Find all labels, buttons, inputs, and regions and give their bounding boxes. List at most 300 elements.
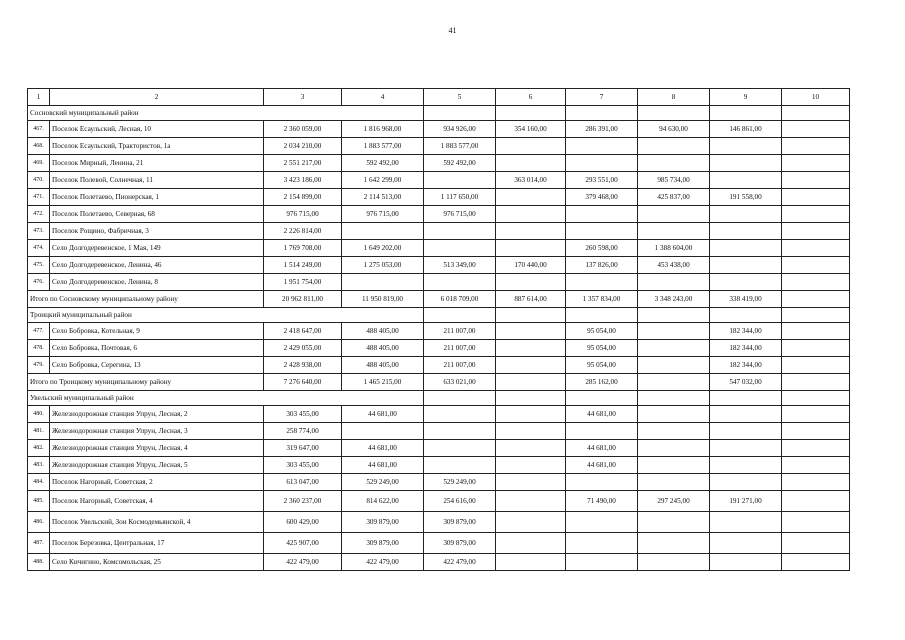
- district-row: [28, 106, 850, 121]
- amount-cell: 529 249,00: [424, 474, 496, 491]
- address-cell: Железнодорожная станция Упрун, Лесная, 4: [50, 440, 264, 457]
- amount-cell: [782, 274, 850, 291]
- amount-cell: 44 681,00: [566, 406, 638, 423]
- amount-cell: [566, 223, 638, 240]
- amount-cell: [496, 491, 566, 512]
- table-row: [28, 138, 850, 155]
- amount-cell: 44 681,00: [342, 440, 424, 457]
- amount-cell: 293 551,00: [566, 172, 638, 189]
- amount-cell: 379 468,00: [566, 189, 638, 206]
- amount-cell: [782, 340, 850, 357]
- amount-cell: [782, 172, 850, 189]
- amount-cell: [782, 512, 850, 533]
- address-cell: Поселок Полетаево, Пионерская, 1: [50, 189, 264, 206]
- amount-cell: 254 616,00: [424, 491, 496, 512]
- amount-cell: 529 249,00: [342, 474, 424, 491]
- amount-cell: [782, 423, 850, 440]
- amount-cell: [566, 474, 638, 491]
- address-cell: Поселок Полетаево, Северная, 68: [50, 206, 264, 223]
- district-name: Увельский муниципальный район: [28, 391, 424, 406]
- amount-cell: [638, 340, 710, 357]
- amount-cell: [638, 138, 710, 155]
- row-number: 486.: [28, 512, 50, 533]
- table-row: [28, 357, 850, 374]
- amount-cell: [424, 457, 496, 474]
- header-cell: 10: [782, 89, 850, 106]
- empty-cell: [424, 308, 496, 323]
- amount-cell: 422 479,00: [342, 554, 424, 571]
- amount-cell: 2 154 899,00: [264, 189, 342, 206]
- amount-cell: [638, 474, 710, 491]
- amount-cell: 309 879,00: [424, 512, 496, 533]
- amount-cell: 1 642 299,00: [342, 172, 424, 189]
- data-table: [27, 88, 850, 571]
- table-body: [28, 89, 850, 571]
- amount-cell: [496, 474, 566, 491]
- row-number: 469.: [28, 155, 50, 172]
- amount-cell: [566, 554, 638, 571]
- amount-cell: [638, 274, 710, 291]
- header-cell: 8: [638, 89, 710, 106]
- amount-cell: 2 360 237,00: [264, 491, 342, 512]
- total-amount-cell: 3 348 243,00: [638, 291, 710, 308]
- total-amount-cell: 1 465 215,00: [342, 374, 424, 391]
- table-row: [28, 189, 850, 206]
- total-amount-cell: [496, 374, 566, 391]
- amount-cell: [710, 206, 782, 223]
- header-cell: 4: [342, 89, 424, 106]
- table-row: [28, 457, 850, 474]
- address-cell: Село Бобровка, Почтовая, 6: [50, 340, 264, 357]
- table-row: [28, 340, 850, 357]
- table-row: [28, 406, 850, 423]
- amount-cell: 592 492,00: [424, 155, 496, 172]
- total-amount-cell: [782, 291, 850, 308]
- amount-cell: 425 837,00: [638, 189, 710, 206]
- amount-cell: [710, 172, 782, 189]
- row-number: 480.: [28, 406, 50, 423]
- amount-cell: [782, 406, 850, 423]
- row-number: 473.: [28, 223, 50, 240]
- amount-cell: 137 826,00: [566, 257, 638, 274]
- address-cell: Поселок Нагорный, Советская, 2: [50, 474, 264, 491]
- amount-cell: 94 630,00: [638, 121, 710, 138]
- address-cell: Железнодорожная станция Упрун, Лесная, 2: [50, 406, 264, 423]
- amount-cell: [638, 457, 710, 474]
- amount-cell: [342, 223, 424, 240]
- amount-cell: [638, 206, 710, 223]
- amount-cell: [782, 155, 850, 172]
- amount-cell: [566, 138, 638, 155]
- address-cell: Поселок Мирный, Ленина, 21: [50, 155, 264, 172]
- header-cell: 3: [264, 89, 342, 106]
- amount-cell: 182 344,00: [710, 340, 782, 357]
- total-amount-cell: 1 357 834,00: [566, 291, 638, 308]
- total-amount-cell: 338 419,00: [710, 291, 782, 308]
- amount-cell: [782, 138, 850, 155]
- total-amount-cell: [782, 374, 850, 391]
- amount-cell: [424, 406, 496, 423]
- table-row: [28, 121, 850, 138]
- amount-cell: [710, 155, 782, 172]
- amount-cell: [496, 554, 566, 571]
- address-cell: Село Долгодеревенское, 1 Мая, 149: [50, 240, 264, 257]
- empty-cell: [710, 106, 782, 121]
- address-cell: Поселок Увельский, Зои Космодемьянской, 4: [50, 512, 264, 533]
- amount-cell: 2 360 059,00: [264, 121, 342, 138]
- total-amount-cell: 6 018 709,00: [424, 291, 496, 308]
- amount-cell: [782, 257, 850, 274]
- empty-cell: [424, 106, 496, 121]
- district-name: Сосновский муниципальный район: [28, 106, 424, 121]
- row-number: 485.: [28, 491, 50, 512]
- address-cell: Железнодорожная станция Упрун, Лесная, 3: [50, 423, 264, 440]
- amount-cell: [638, 533, 710, 554]
- total-amount-cell: 547 032,00: [710, 374, 782, 391]
- amount-cell: 814 622,00: [342, 491, 424, 512]
- amount-cell: [782, 440, 850, 457]
- table-row: [28, 491, 850, 512]
- amount-cell: [710, 440, 782, 457]
- address-cell: Село Бобровка, Серегина, 13: [50, 357, 264, 374]
- table-row: [28, 257, 850, 274]
- row-number: 476.: [28, 274, 50, 291]
- row-number: 488.: [28, 554, 50, 571]
- row-number: 484.: [28, 474, 50, 491]
- amount-cell: [782, 491, 850, 512]
- empty-cell: [638, 308, 710, 323]
- amount-cell: 613 047,00: [264, 474, 342, 491]
- row-number: 474.: [28, 240, 50, 257]
- district-row: [28, 308, 850, 323]
- amount-cell: [782, 240, 850, 257]
- table-row: [28, 440, 850, 457]
- amount-cell: 2 551 217,00: [264, 155, 342, 172]
- table-row: [28, 206, 850, 223]
- amount-cell: [566, 274, 638, 291]
- empty-cell: [566, 308, 638, 323]
- amount-cell: 600 429,00: [264, 512, 342, 533]
- amount-cell: [496, 138, 566, 155]
- amount-cell: 286 391,00: [566, 121, 638, 138]
- amount-cell: 1 117 650,00: [424, 189, 496, 206]
- total-amount-cell: 11 950 819,00: [342, 291, 424, 308]
- amount-cell: 488 405,00: [342, 340, 424, 357]
- amount-cell: 513 349,00: [424, 257, 496, 274]
- empty-cell: [566, 391, 638, 406]
- amount-cell: [782, 457, 850, 474]
- amount-cell: 191 558,00: [710, 189, 782, 206]
- amount-cell: [496, 533, 566, 554]
- table-row: [28, 274, 850, 291]
- amount-cell: [638, 323, 710, 340]
- amount-cell: [782, 323, 850, 340]
- amount-cell: [710, 406, 782, 423]
- amount-cell: 363 014,00: [496, 172, 566, 189]
- amount-cell: 425 907,00: [264, 533, 342, 554]
- amount-cell: 1 275 053,00: [342, 257, 424, 274]
- amount-cell: [638, 440, 710, 457]
- amount-cell: [782, 474, 850, 491]
- amount-cell: [342, 423, 424, 440]
- amount-cell: 2 428 938,00: [264, 357, 342, 374]
- amount-cell: 488 405,00: [342, 357, 424, 374]
- empty-cell: [782, 391, 850, 406]
- amount-cell: [782, 206, 850, 223]
- amount-cell: [566, 155, 638, 172]
- amount-cell: 44 681,00: [566, 457, 638, 474]
- amount-cell: [496, 274, 566, 291]
- address-cell: Поселок Полевой, Солнечная, 11: [50, 172, 264, 189]
- amount-cell: 1 951 754,00: [264, 274, 342, 291]
- row-number: 467.: [28, 121, 50, 138]
- amount-cell: 211 007,00: [424, 357, 496, 374]
- amount-cell: 976 715,00: [342, 206, 424, 223]
- table-row: [28, 323, 850, 340]
- amount-cell: [424, 223, 496, 240]
- table-row: [28, 423, 850, 440]
- header-cell: 7: [566, 89, 638, 106]
- amount-cell: [782, 189, 850, 206]
- amount-cell: 354 160,00: [496, 121, 566, 138]
- header-cell: 1: [28, 89, 50, 106]
- table-row: [28, 223, 850, 240]
- amount-cell: 934 926,00: [424, 121, 496, 138]
- amount-cell: 592 492,00: [342, 155, 424, 172]
- empty-cell: [782, 106, 850, 121]
- amount-cell: 488 405,00: [342, 323, 424, 340]
- row-number: 477.: [28, 323, 50, 340]
- amount-cell: 95 054,00: [566, 340, 638, 357]
- table-row: [28, 155, 850, 172]
- header-cell: 2: [50, 89, 264, 106]
- amount-cell: 71 490,00: [566, 491, 638, 512]
- amount-cell: [710, 274, 782, 291]
- amount-cell: [638, 512, 710, 533]
- amount-cell: [496, 406, 566, 423]
- page-number: 41: [448, 26, 457, 35]
- row-number: 470.: [28, 172, 50, 189]
- amount-cell: [638, 223, 710, 240]
- empty-cell: [496, 391, 566, 406]
- amount-cell: [710, 240, 782, 257]
- amount-cell: [782, 223, 850, 240]
- amount-cell: [710, 474, 782, 491]
- amount-cell: 1 883 577,00: [342, 138, 424, 155]
- amount-cell: 2 034 210,00: [264, 138, 342, 155]
- amount-cell: 146 861,00: [710, 121, 782, 138]
- amount-cell: 44 681,00: [342, 406, 424, 423]
- empty-cell: [424, 391, 496, 406]
- empty-cell: [782, 308, 850, 323]
- total-label: Итого по Сосновскому муниципальному району: [28, 291, 264, 308]
- amount-cell: 191 271,00: [710, 491, 782, 512]
- amount-cell: 976 715,00: [424, 206, 496, 223]
- row-number: 472.: [28, 206, 50, 223]
- amount-cell: [638, 357, 710, 374]
- empty-cell: [638, 391, 710, 406]
- empty-cell: [496, 308, 566, 323]
- amount-cell: 2 429 055,00: [264, 340, 342, 357]
- total-amount-cell: 285 162,00: [566, 374, 638, 391]
- amount-cell: 1 883 577,00: [424, 138, 496, 155]
- amount-cell: 303 455,00: [264, 406, 342, 423]
- district-row: [28, 391, 850, 406]
- amount-cell: [496, 357, 566, 374]
- address-cell: Поселок Рощино, Фабричная, 3: [50, 223, 264, 240]
- amount-cell: [710, 257, 782, 274]
- amount-cell: [710, 138, 782, 155]
- amount-cell: 319 647,00: [264, 440, 342, 457]
- district-name: Троицкий муниципальный район: [28, 308, 424, 323]
- total-amount-cell: 7 276 640,00: [264, 374, 342, 391]
- amount-cell: 44 681,00: [342, 457, 424, 474]
- amount-cell: [424, 172, 496, 189]
- address-cell: Поселок Березовка, Центральная, 17: [50, 533, 264, 554]
- amount-cell: [342, 274, 424, 291]
- address-cell: Село Бобровка, Котельная, 9: [50, 323, 264, 340]
- amount-cell: 1 388 604,00: [638, 240, 710, 257]
- amount-cell: [638, 554, 710, 571]
- amount-cell: [496, 223, 566, 240]
- amount-cell: [710, 512, 782, 533]
- amount-cell: 211 007,00: [424, 340, 496, 357]
- amount-cell: [496, 323, 566, 340]
- row-number: 479.: [28, 357, 50, 374]
- address-cell: Село Долгодеревенское, Ленина, 8: [50, 274, 264, 291]
- total-amount-cell: [638, 374, 710, 391]
- amount-cell: [496, 206, 566, 223]
- amount-cell: 309 879,00: [342, 512, 424, 533]
- amount-cell: [424, 240, 496, 257]
- amount-cell: [566, 206, 638, 223]
- amount-cell: [638, 406, 710, 423]
- row-number: 487.: [28, 533, 50, 554]
- amount-cell: [710, 423, 782, 440]
- row-number: 483.: [28, 457, 50, 474]
- amount-cell: 2 226 814,00: [264, 223, 342, 240]
- row-number: 482.: [28, 440, 50, 457]
- address-cell: Село Долгодеревенское, Ленина, 46: [50, 257, 264, 274]
- amount-cell: [638, 155, 710, 172]
- amount-cell: [496, 512, 566, 533]
- amount-cell: [710, 223, 782, 240]
- amount-cell: 170 440,00: [496, 257, 566, 274]
- amount-cell: [424, 274, 496, 291]
- amount-cell: 182 344,00: [710, 357, 782, 374]
- header-cell: 6: [496, 89, 566, 106]
- amount-cell: [496, 457, 566, 474]
- amount-cell: 297 245,00: [638, 491, 710, 512]
- address-cell: Железнодорожная станция Упрун, Лесная, 5: [50, 457, 264, 474]
- amount-cell: [424, 423, 496, 440]
- total-amount-cell: 20 962 811,00: [264, 291, 342, 308]
- amount-cell: [710, 457, 782, 474]
- total-amount-cell: 887 614,00: [496, 291, 566, 308]
- amount-cell: [566, 423, 638, 440]
- amount-cell: [566, 533, 638, 554]
- amount-cell: 453 438,00: [638, 257, 710, 274]
- amount-cell: 422 479,00: [424, 554, 496, 571]
- amount-cell: [496, 240, 566, 257]
- total-row: [28, 291, 850, 308]
- row-number: 481.: [28, 423, 50, 440]
- amount-cell: 309 879,00: [342, 533, 424, 554]
- empty-cell: [496, 106, 566, 121]
- amount-cell: 309 879,00: [424, 533, 496, 554]
- amount-cell: 44 681,00: [566, 440, 638, 457]
- amount-cell: [496, 189, 566, 206]
- amount-cell: [782, 554, 850, 571]
- amount-cell: 95 054,00: [566, 357, 638, 374]
- row-number: 475.: [28, 257, 50, 274]
- total-row: [28, 374, 850, 391]
- address-cell: Поселок Нагорный, Советская, 4: [50, 491, 264, 512]
- address-cell: Село Кичигино, Комсомольская, 25: [50, 554, 264, 571]
- amount-cell: [496, 155, 566, 172]
- amount-cell: [710, 554, 782, 571]
- amount-cell: [424, 440, 496, 457]
- table-row: [28, 512, 850, 533]
- table-row: [28, 533, 850, 554]
- empty-cell: [710, 391, 782, 406]
- amount-cell: 1 816 968,00: [342, 121, 424, 138]
- total-amount-cell: 633 021,00: [424, 374, 496, 391]
- empty-cell: [566, 106, 638, 121]
- amount-cell: [496, 340, 566, 357]
- row-number: 471.: [28, 189, 50, 206]
- amount-cell: 1 769 708,00: [264, 240, 342, 257]
- amount-cell: 260 598,00: [566, 240, 638, 257]
- amount-cell: 1 514 249,00: [264, 257, 342, 274]
- amount-cell: 985 734,00: [638, 172, 710, 189]
- amount-cell: 2 418 647,00: [264, 323, 342, 340]
- amount-cell: 422 479,00: [264, 554, 342, 571]
- amount-cell: 976 715,00: [264, 206, 342, 223]
- amount-cell: [566, 512, 638, 533]
- header-cell: 9: [710, 89, 782, 106]
- address-cell: Поселок Есаульский, Лесная, 10: [50, 121, 264, 138]
- table-row: [28, 554, 850, 571]
- amount-cell: 211 007,00: [424, 323, 496, 340]
- header-cell: 5: [424, 89, 496, 106]
- row-number: 468.: [28, 138, 50, 155]
- total-label: Итого по Троицкому муниципальному району: [28, 374, 264, 391]
- amount-cell: [782, 357, 850, 374]
- amount-cell: [496, 423, 566, 440]
- amount-cell: 2 114 513,00: [342, 189, 424, 206]
- table-row: [28, 240, 850, 257]
- row-number: 478.: [28, 340, 50, 357]
- amount-cell: [638, 423, 710, 440]
- table-row: [28, 172, 850, 189]
- empty-cell: [638, 106, 710, 121]
- table-row: [28, 474, 850, 491]
- amount-cell: [782, 121, 850, 138]
- amount-cell: [782, 533, 850, 554]
- amount-cell: 3 423 186,00: [264, 172, 342, 189]
- amount-cell: [496, 440, 566, 457]
- amount-cell: [710, 533, 782, 554]
- amount-cell: 182 344,00: [710, 323, 782, 340]
- amount-cell: 303 455,00: [264, 457, 342, 474]
- empty-cell: [710, 308, 782, 323]
- amount-cell: 258 774,00: [264, 423, 342, 440]
- address-cell: Поселок Есаульский, Трактористов, 1а: [50, 138, 264, 155]
- amount-cell: 1 649 202,00: [342, 240, 424, 257]
- amount-cell: 95 054,00: [566, 323, 638, 340]
- header-row: [28, 89, 850, 106]
